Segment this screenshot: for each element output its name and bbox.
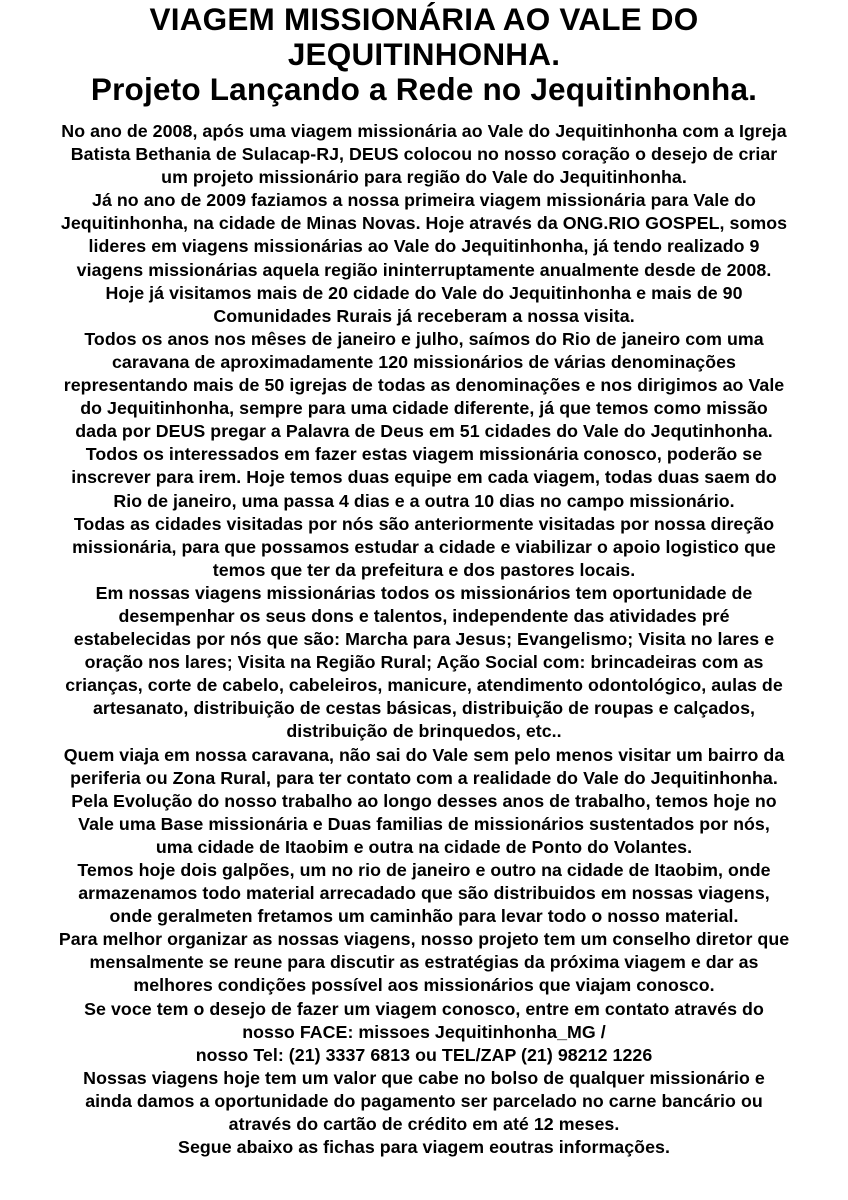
paragraph-line: melhores condições possível aos missionários que viajam conosco. [133,975,715,996]
paragraph-line: através do cartão de crédito em até 12 meses. [228,1114,620,1135]
paragraph-line: Pela Evolução do nosso trabalho ao longo desses anos de trabalho, temos hoje no [71,790,777,811]
paragraph-line: Hoje já visitamos mais de 20 cidade do Vale do Jequitinhonha e mais de 90 [105,282,743,303]
paragraph-line: periferia ou Zona Rural, para ter contato com a realidade do Vale do Jequitinhonha. [70,767,778,788]
page-title [2,2,846,107]
paragraph-line: um projeto missionário para região do Vale do Jequitinhonha. [161,167,687,188]
paragraph-line: ainda damos a oportunidade do pagamento ser parcelado no carne bancário ou [85,1090,763,1111]
paragraph-line: desempenhar os seus dons e talentos, independente das atividades pré [118,605,730,626]
paragraph-line: dada por DEUS pregar a Palavra de Deus em 51 cidades do Vale do Jequtinhonha. [75,421,773,442]
paragraph-line: Para melhor organizar as nossas viagens, nosso projeto tem um conselho diretor que [58,929,790,950]
contact-facebook-line: nosso FACE: missoes Jequitinhonha_MG / [242,1021,606,1042]
paragraph-line: Rio de janeiro, uma passa 4 dias e a outra 10 dias no campo missionário. [113,490,735,511]
paragraph-line: crianças, corte de cabelo, cabeleiros, manicure, atendimento odontológico, aulas de [65,675,783,696]
paragraph-line: do Jequitinhonha, sempre para uma cidade diferente, já que temos como missão [80,398,768,419]
paragraph-line: Já no ano de 2009 faziamos a nossa primeira viagem missionária para Vale do [92,190,756,211]
paragraph-line: missionária, para que possamos estudar a cidade e viabilizar o apoio logistico que [72,536,776,557]
contact-phone-line: nosso Tel: (21) 3337 6813 ou TEL/ZAP (21) 98212 1226 [195,1044,653,1065]
paragraph-line: onde geralmeten fretamos um caminhão para levar todo o nosso material. [109,906,739,927]
body-text [2,120,846,1159]
paragraph-line: No ano de 2008, após uma viagem missionária ao Vale do Jequitinhonha com a Igreja [61,121,787,141]
paragraph-line: Se voce tem o desejo de fazer um viagem conosco, entre em contato através do [84,998,764,1019]
paragraph-line: Quem viaja em nossa caravana, não sai do Vale sem pelo menos visitar um bairro da [63,744,785,765]
paragraph-line: viagens missionárias aquela região ininterruptamente anualmente desde de 2008. [76,259,772,280]
paragraph-line: artesanato, distribuição de cestas básicas, distribuição de roupas e calçados, [92,698,756,719]
paragraph-line: Em nossas viagens missionárias todos os missionários tem oportunidade de [95,582,753,603]
paragraph-line: oração nos lares; Visita na Região Rural; Ação Social com: brincadeiras com as [84,652,764,673]
paragraph-line: distribuição de brinquedos, etc.. [286,721,562,742]
paragraph-line: Jequitinhonha, na cidade de Minas Novas. Hoje através da ONG.RIO GOSPEL, somos [60,213,788,234]
paragraph-line: lideres em viagens missionárias ao Vale do Jequitinhonha, já tendo realizado 9 [88,236,760,257]
paragraph-line: Comunidades Rurais já receberam a nossa visita. [213,305,635,326]
paragraph-line: mensalmente se reune para discutir as estratégias da próxima viagem e dar as [89,952,759,973]
paragraph-line: Temos hoje dois galpões, um no rio de janeiro e outro na cidade de Itaobim, onde [77,860,771,880]
paragraph-line: Batista Bethania de Sulacap-RJ, DEUS colocou no nosso coração o desejo de criar [70,144,778,165]
closing-line: Segue abaixo as fichas para viagem eoutras informações. [178,1137,670,1158]
paragraph-line: Vale uma Base missionária e Duas familias de missionários sustentados por nós, [78,813,770,834]
paragraph-line: Todos os anos nos mêses de janeiro e julho, saímos do Rio de janeiro com uma [84,328,764,349]
subtitle-line: Projeto Lançando a Rede no Jequitinhonha. [90,71,758,107]
title-line: VIAGEM MISSIONÁRIA AO VALE DO [149,1,699,37]
title-line: JEQUITINHONHA. [287,36,561,72]
paragraph-line: representando mais de 50 igrejas de todas as denominações e nos dirigimos ao Vale [63,375,785,396]
paragraph-line: Todos os interessados em fazer estas viagem missionária conosco, poderão se [85,444,763,465]
paragraph-line: inscrever para irem. Hoje temos duas equipe em cada viagem, todas duas saem do [71,467,777,488]
paragraph-line: estabelecidas por nós que são: Marcha para Jesus; Evangelismo; Visita no lares e [73,629,775,650]
paragraph-line: temos que ter da prefeitura e dos pastores locais. [212,559,636,580]
paragraph-line: caravana de aproximadamente 120 missionários de várias denominações [111,351,736,372]
paragraph-line: armazenamos todo material arrecadado que são distribuidos em nossas viagens, [78,883,770,904]
paragraph-line: Todas as cidades visitadas por nós são anteriormente visitadas por nossa direção [73,513,775,534]
paragraph-line: uma cidade de Itaobim e outra na cidade de Ponto do Volantes. [155,836,693,857]
paragraph-line: Nossas viagens hoje tem um valor que cabe no bolso de qualquer missionário e [83,1067,765,1088]
